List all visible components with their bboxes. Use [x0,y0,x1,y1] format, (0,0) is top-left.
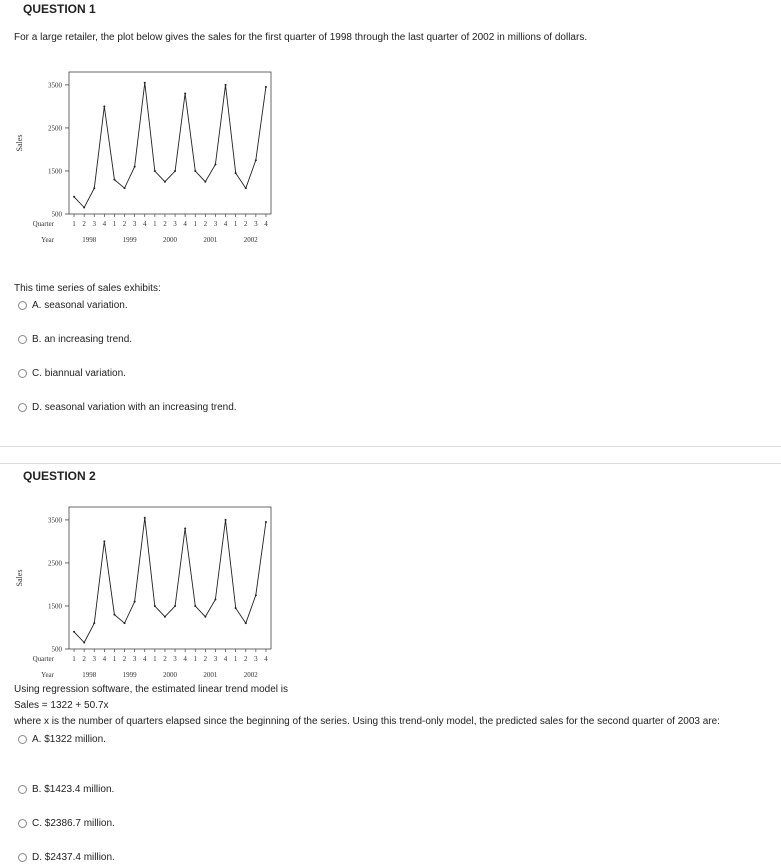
quarter-label: 2 [122,655,127,663]
quarter-label: 1 [72,220,76,228]
q1-choice-a[interactable] [18,300,128,311]
quarter-label: 3 [254,220,258,228]
quarter-label: 1 [233,220,238,228]
data-point [103,540,105,542]
y-tick-label: 1500 [48,602,62,611]
divider [0,463,781,464]
q1-choice-c[interactable] [18,368,126,379]
data-point [184,93,186,95]
choice-letter: A. [32,300,42,311]
quarter-label: 4 [264,655,268,663]
radio-icon[interactable] [18,819,27,828]
quarter-label: 4 [102,220,107,228]
year-label: 2002 [243,236,258,244]
choice-text: an increasing trend. [44,334,133,345]
quarter-label: 1 [72,655,76,663]
choice-text: $2437.4 million. [44,852,115,863]
choice-letter: A. [32,734,42,745]
q1-choice-b[interactable] [18,334,132,345]
y-tick-label: 2500 [48,559,62,568]
year-label: 1999 [122,236,137,244]
data-point [245,622,247,624]
data-point [73,631,75,633]
quarter-row-label: Quarter [32,655,54,663]
quarter-label: 2 [163,655,167,663]
data-point [174,605,176,607]
quarter-label: 1 [112,655,117,663]
data-point [124,622,126,624]
data-point [113,614,115,616]
choice-text: $1322 million. [44,734,106,745]
quarter-label: 2 [244,220,248,228]
question-2-line3: where x is the number of quarters elapsed since the beginning of the series. Using this trend-only model, the predicted sales for the second quarter of 2003 are: [14,716,720,727]
choice-letter: B. [32,334,42,345]
quarter-label: 1 [153,655,157,663]
choice-letter: B. [32,784,42,795]
quarter-label: 1 [193,220,197,228]
quarter-label: 2 [244,655,248,663]
question-1-stem: This time series of sales exhibits: [14,283,161,294]
quarter-label: 2 [82,220,86,228]
quarter-label: 1 [193,655,197,663]
question-2-line2: Sales = 1322 + 50.7x [14,700,109,711]
data-point [164,181,166,183]
quarter-label: 3 [173,655,177,663]
data-point [184,528,186,530]
radio-icon[interactable] [18,335,27,344]
quarter-label: 3 [173,220,177,228]
data-point [134,601,136,603]
quarter-label: 4 [143,655,147,663]
plot-frame [69,72,271,214]
y-tick-label: 500 [51,645,62,654]
quarter-label: 1 [112,220,117,228]
year-label: 2002 [243,671,258,679]
y-tick-label: 3500 [48,81,62,90]
year-label: 1999 [122,671,137,679]
choice-letter: C. [32,818,42,829]
data-point [255,594,257,596]
year-row-label: Year [41,671,54,679]
data-point [103,105,105,107]
data-point [265,521,267,523]
data-point [214,164,216,166]
data-point [134,166,136,168]
sales-chart-1 [0,70,300,250]
y-axis-label: Sales [15,569,24,587]
year-label: 2000 [163,671,177,679]
data-point [144,517,146,519]
data-point [225,84,227,86]
quarter-label: 3 [132,655,137,663]
quarter-label: 3 [213,655,218,663]
quarter-label: 4 [223,655,228,663]
data-point [154,605,156,607]
choice-text: $2386.7 million. [44,818,115,829]
y-tick-label: 2500 [48,124,62,133]
choice-letter: C. [32,368,42,379]
data-point [225,519,227,521]
quarter-label: 4 [183,655,187,663]
quarter-label: 4 [223,220,228,228]
quarter-label: 2 [203,655,208,663]
q2-choice-d[interactable] [18,852,115,863]
data-point [255,159,257,161]
q2-choice-c[interactable] [18,818,115,829]
data-point [245,187,247,189]
data-point [204,616,206,618]
y-tick-label: 3500 [48,516,62,525]
year-label: 2001 [203,671,218,679]
data-point [174,170,176,172]
quarter-label: 3 [254,655,258,663]
quarter-label: 3 [92,220,96,228]
choice-text: biannual variation. [44,368,126,379]
plot-frame [69,507,271,649]
quarter-row-label: Quarter [32,220,54,228]
data-point [93,622,95,624]
choice-text: seasonal variation with an increasing trend. [44,402,237,413]
quarter-label: 3 [92,655,96,663]
choice-letter: D. [32,852,42,863]
quarter-label: 2 [203,220,208,228]
quarter-label: 3 [213,220,218,228]
data-point [144,82,146,84]
q2-choice-b[interactable] [18,784,114,795]
quarter-label: 1 [233,655,238,663]
data-point [194,605,196,607]
y-tick-label: 500 [51,210,62,219]
radio-icon[interactable] [18,403,27,412]
question-1-title: QUESTION 1 [23,2,96,16]
data-point [214,599,216,601]
quarter-label: 1 [153,220,157,228]
quarter-label: 4 [264,220,268,228]
data-point [235,172,237,174]
y-tick-label: 1500 [48,167,62,176]
sales-chart-2 [0,505,300,685]
year-row-label: Year [41,236,54,244]
data-point [265,86,267,88]
question-2-title: QUESTION 2 [23,469,96,483]
radio-icon[interactable] [18,853,27,862]
choice-text: $1423.4 million. [44,784,115,795]
year-label: 1998 [82,236,97,244]
question-1-prompt: For a large retailer, the plot below gives the sales for the first quarter of 1998 through the last quarter of 2002 in millions of dollars. [14,32,588,43]
data-point [164,616,166,618]
year-label: 2001 [203,236,218,244]
radio-icon[interactable] [18,735,27,744]
quarter-label: 2 [163,220,167,228]
data-point [235,607,237,609]
data-point [204,181,206,183]
data-point [194,170,196,172]
radio-icon[interactable] [18,301,27,310]
q1-choice-d[interactable] [18,402,237,413]
sales-series-line [74,518,266,643]
year-label: 2000 [163,236,177,244]
radio-icon[interactable] [18,785,27,794]
divider [0,446,781,447]
y-axis-label: Sales [15,134,24,152]
quarter-label: 4 [143,220,147,228]
radio-icon[interactable] [18,369,27,378]
quarter-label: 2 [82,655,86,663]
year-label: 1998 [82,671,97,679]
data-point [73,196,75,198]
data-point [154,170,156,172]
quarter-label: 3 [132,220,137,228]
data-point [83,642,85,644]
q2-choice-a[interactable] [18,734,106,745]
choice-letter: D. [32,402,42,413]
question-2-line1: Using regression software, the estimated linear trend model is [14,684,289,695]
sales-series-line [74,83,266,208]
data-point [83,207,85,209]
data-point [113,179,115,181]
quarter-label: 2 [122,220,127,228]
quarter-label: 4 [183,220,187,228]
data-point [93,187,95,189]
choice-text: seasonal variation. [44,300,128,311]
quarter-label: 4 [102,655,107,663]
data-point [124,187,126,189]
